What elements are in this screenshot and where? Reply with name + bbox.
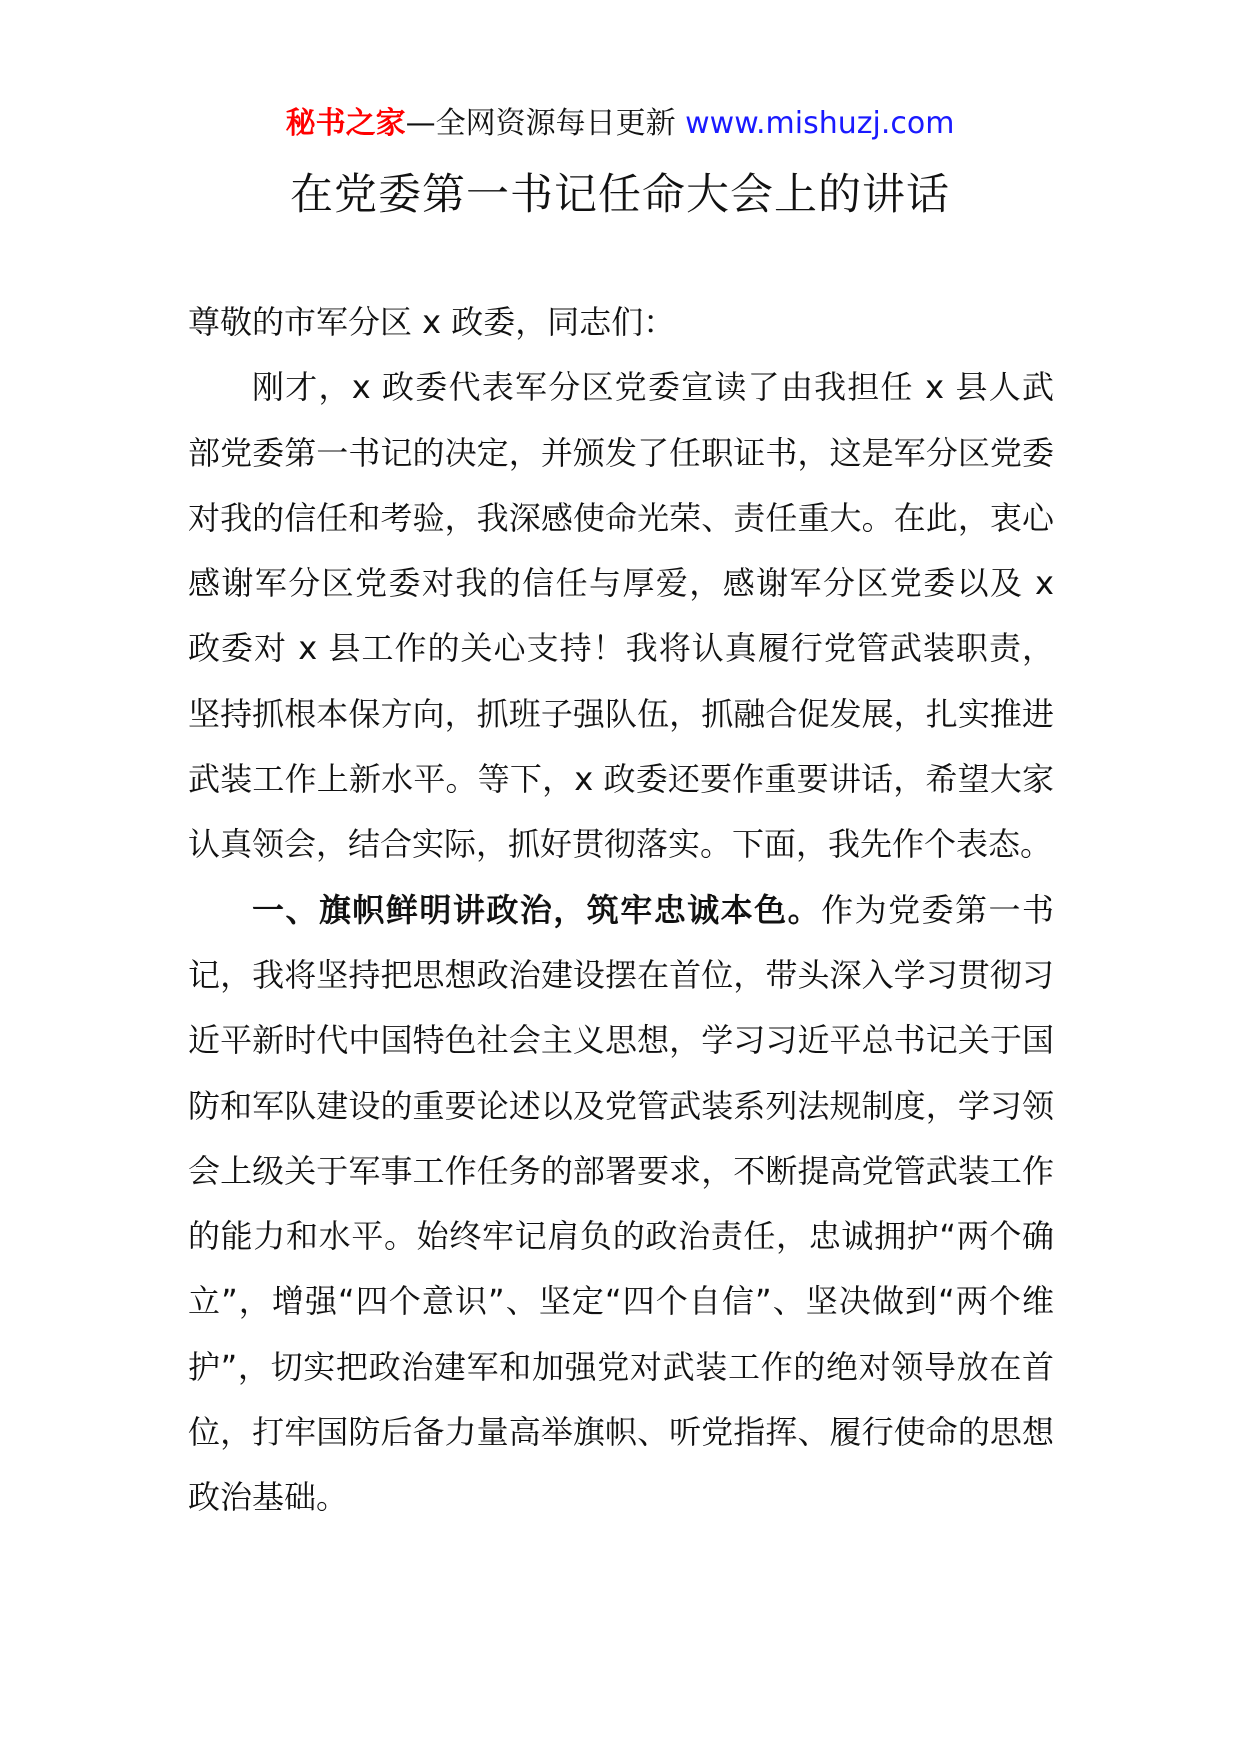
document-title: 在党委第一书记任命大会上的讲话 [290, 170, 950, 220]
section-1-heading: 一、旗帜鲜明讲政治，筑牢忠诚本色。 [252, 890, 822, 929]
brand-name: 秘书之家 [285, 106, 406, 141]
section-1-paragraph [188, 878, 1054, 1531]
header-tagline: —全网资源每日更新 [405, 106, 686, 141]
paragraph-1: 刚才，x 政委代表军分区党委宣读了由我担任 x 县人武部党委第一书记的决定，并颁发了任职证书，这是军分区党委对我的信任和考验，我深感使命光荣、责任重大。在此，衷心感谢军分区党委对我的信任与厚爱，感谢军分区党委以及 x 政委对 x 县工作的关心支持！我将认真履行党管武装职责，坚持抓根本保方向，抓班子强队伍，抓融合促发展，扎实推进武装工作上新水平。等下，x 政委还要作重要讲话，希望大家认真领会，结合实际，抓好贯彻落实。下面，我先作个表态。 [188, 368, 1054, 864]
document-body [188, 290, 1054, 1531]
salutation: 尊敬的市军分区 x 政委，同志们： [188, 303, 676, 341]
section-1-text: 作为党委第一书记，我将坚持把思想政治建设摆在首位，带头深入学习贯彻习近平新时代中国特色社会主义思想，学习习近平总书记关于国防和军队建设的重要论述以及党管武装系列法规制度，学习领会上级关于军事工作任务的部署要求，不断提高党管武装工作的能力和水平。始终牢记肩负的政治责任，忠诚拥护“两个确立”，增强“四个意识”、坚定“四个自信”、坚决做到“两个维护”，切实把政治建军和加强党对武装工作的绝对领导放在首位，打牢国防后备力量高举旗帜、听党指挥、履行使命的思想政治基础。 [188, 890, 1054, 1517]
site-header [0, 102, 1240, 146]
website-url: www.mishuzj.com [685, 106, 955, 141]
